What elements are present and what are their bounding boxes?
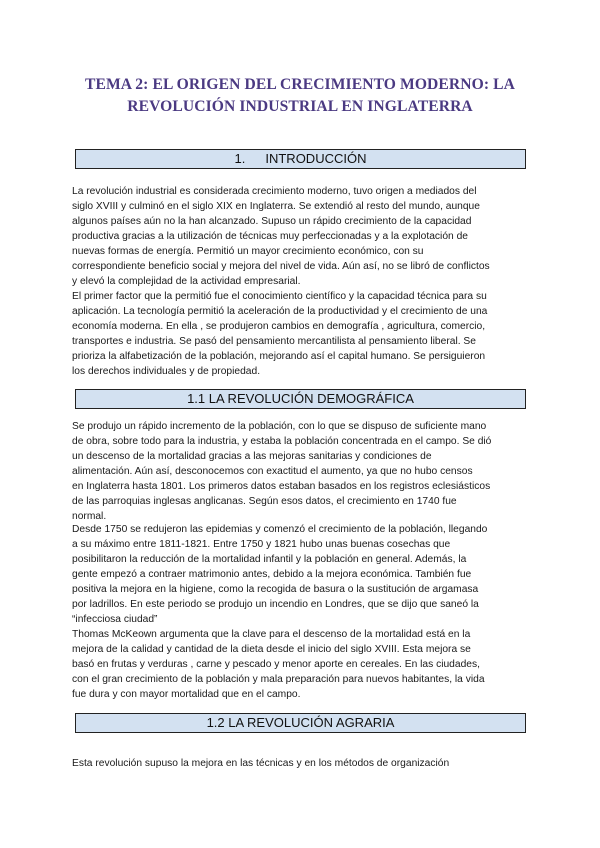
text-line: aplicación. La tecnología permitió la aceleración de la productividad y el crecimiento de una — [72, 306, 488, 317]
text-line: correspondiente beneficio social y mejora del nivel de vida. Aún así, no se libró de conflictos — [72, 261, 490, 272]
text-line: de obra, sobre todo para la industria, y estaba la población concentrada en el campo. Se dió — [72, 436, 492, 447]
demografica-paragraph-1 — [72, 419, 528, 524]
agraria-paragraph-1 — [72, 756, 528, 771]
text-line: prioriza la alfabetización de la población, mejorando así el capital humano. Se persiguieron — [72, 351, 486, 362]
demografica-paragraph-3 — [72, 627, 528, 702]
text-line: en Inglaterra hasta 1801. Los primeros datos estaban basados en los registros eclesiásticos — [72, 481, 491, 492]
text-line: Thomas McKeown argumenta que la clave para el descenso de la mortalidad está en la — [72, 629, 471, 640]
text-line: alimentación. Aún así, desconocemos con exactitud el aumento, ya que no hubo censos — [72, 466, 473, 477]
text-line: Esta revolución supuso la mejora en las técnicas y en los métodos de organización — [72, 758, 450, 769]
section-label: INTRODUCCIÓN — [265, 151, 367, 166]
section-heading-revolucion-agraria — [75, 713, 526, 733]
text-line: con el gran crecimiento de la población y mala preparación para nuevos habitantes, la vida — [72, 674, 485, 685]
section-number: 1. — [234, 151, 246, 166]
text-line: y elevó la complejidad de la actividad empresarial. — [72, 276, 301, 287]
text-line: El primer factor que la permitió fue el conocimiento científico y la capacidad técnica para su — [72, 291, 487, 302]
section-heading-introduccion — [75, 149, 526, 169]
text-line: productiva gracias a la utilización de técnicas muy perfeccionadas y a la explotación de — [72, 231, 468, 242]
text-line: nuevas formas de energía. Permitió un mayor crecimiento económico, con su — [72, 246, 424, 257]
text-line: positiva la mejora en la higiene, como la recogida de basura o la sustitución de argamasa — [72, 584, 479, 595]
demografica-paragraph-2 — [72, 522, 528, 627]
text-line: mejora de la calidad y cantidad de la dieta desde el inicio del siglo XVIII. Esta mejora se — [72, 644, 471, 655]
section-heading-revolucion-demografica — [75, 389, 526, 409]
text-line: La revolución industrial es considerada crecimiento moderno, tuvo origen a mediados del — [72, 186, 477, 197]
text-line: fue dura y con mayor mortalidad que en el campo. — [72, 689, 301, 700]
text-line: gente empezó a contraer matrimonio antes, debido a la mejora económica. También fue — [72, 569, 472, 580]
text-line: por ladrillos. En este periodo se produjo un incendio en Londres, que se dijo que saneó la — [72, 599, 479, 610]
text-line: siglo XVIII y culminó en el siglo XIX en Inglaterra. Se extendió al resto del mundo, aunque — [72, 201, 480, 212]
text-line: un descenso de la mortalidad gracias a las mejoras sanitarias y condiciones de — [72, 451, 432, 462]
text-line: transportes e industria. Se pasó del pensamiento mercantilista al pensamiento liberal. Se — [72, 336, 476, 347]
section-label: 1.1 LA REVOLUCIÓN DEMOGRÁFICA — [187, 391, 414, 406]
text-line: Desde 1750 se redujeron las epidemias y comenzó el crecimiento de la población, llegando — [72, 524, 488, 535]
section-label: 1.2 LA REVOLUCIÓN AGRARIA — [206, 715, 395, 730]
text-line: algunos países aún no la han alcanzado. Supuso un rápido crecimiento de la capacidad — [72, 216, 472, 227]
intro-paragraph-2 — [72, 289, 528, 379]
title-line-2: REVOLUCIÓN INDUSTRIAL EN INGLATERRA — [127, 98, 473, 115]
document-title — [60, 74, 540, 118]
text-line: los derechos individuales y de propiedad. — [72, 366, 261, 377]
text-line: basó en frutas y verduras , carne y pescado y menor aporte en cereales. En las ciudades, — [72, 659, 480, 670]
intro-paragraph-1 — [72, 184, 528, 289]
text-line: Se produjo un rápido incremento de la población, con lo que se dispuso de suficiente mano — [72, 421, 487, 432]
text-line: de las parroquias inglesas anglicanas. Según esos datos, el crecimiento en 1740 fue — [72, 496, 457, 507]
text-line: posibilitaron la reducción de la mortalidad infantil y la población en general. Además, la — [72, 554, 467, 565]
text-line: a su máximo entre 1811-1821. Entre 1750 y 1821 hubo unas buenas cosechas que — [72, 539, 451, 550]
text-line: economía moderna. En ella , se produjeron cambios en demografía , agricultura, comercio, — [72, 321, 486, 332]
text-line: “infecciosa ciudad” — [72, 614, 158, 625]
title-line-1: TEMA 2: EL ORIGEN DEL CRECIMIENTO MODERNO: LA — [84, 76, 516, 93]
text-line: normal. — [72, 511, 107, 522]
